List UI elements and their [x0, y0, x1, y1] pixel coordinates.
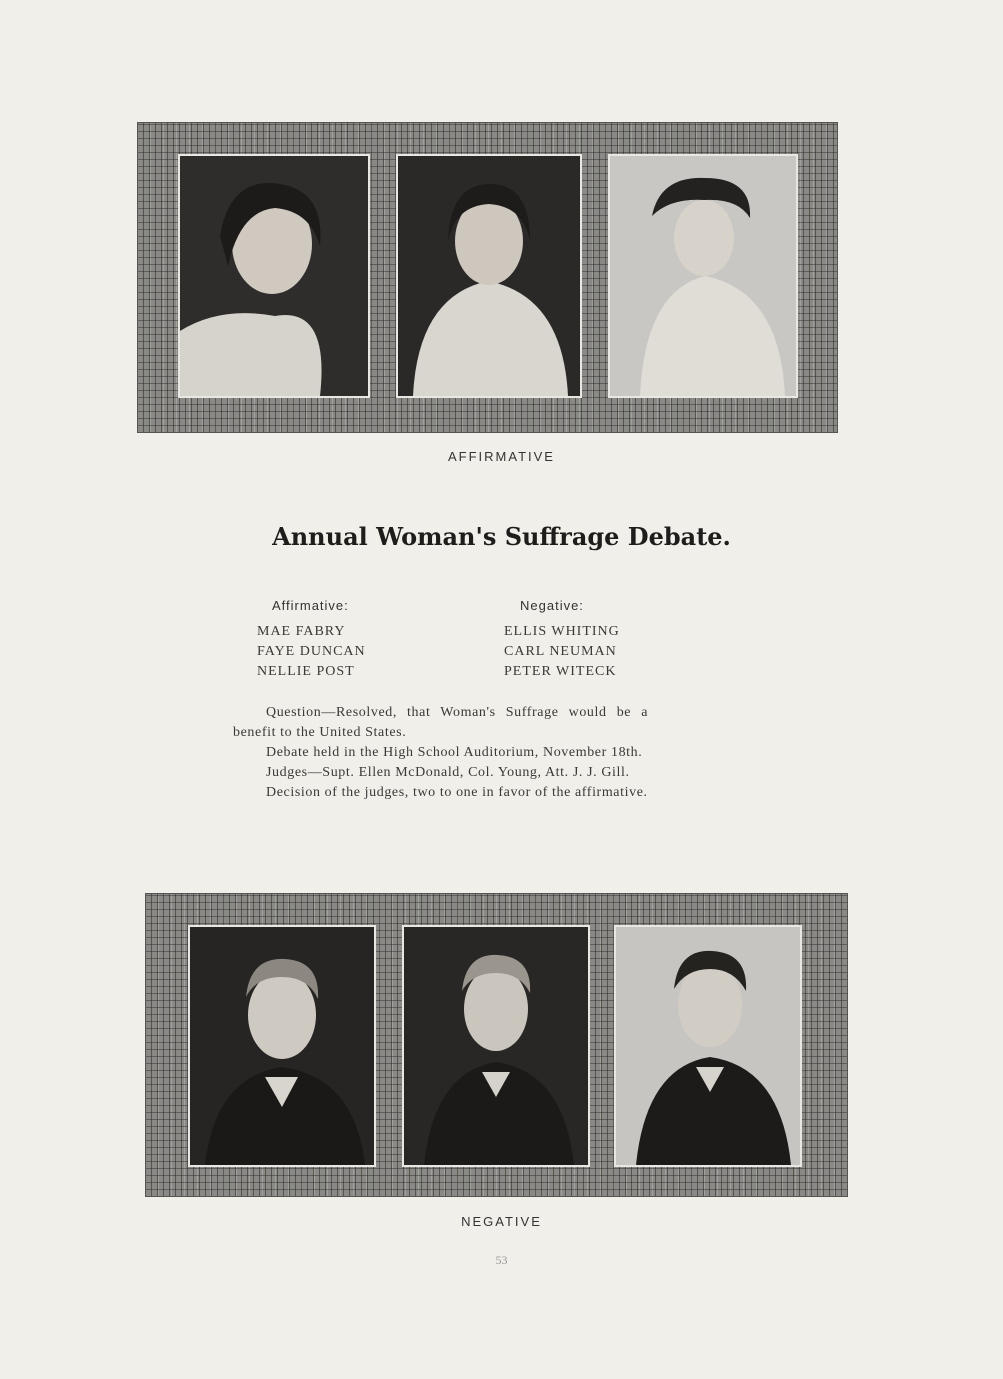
venue-line: Debate held in the High School Auditorium, November 18th. [266, 745, 643, 760]
affirmative-name: NELLIE POST [257, 664, 355, 679]
negative-photo-panel [145, 893, 848, 1197]
question-line: Question—Resolved, that Woman's Suffrage would be a [266, 705, 649, 720]
affirmative-caption: AFFIRMATIVE [448, 449, 555, 464]
portrait-affirmative-3 [608, 154, 798, 398]
portrait-negative-3 [614, 925, 802, 1167]
portrait-affirmative-1 [178, 154, 370, 398]
affirmative-heading: Affirmative: [272, 598, 349, 613]
affirmative-name: FAYE DUNCAN [257, 644, 366, 659]
negative-heading: Negative: [520, 598, 584, 613]
portrait-negative-1 [188, 925, 376, 1167]
judges-line: Judges—Supt. Ellen McDonald, Col. Young, Att. J. J. Gill. [266, 765, 630, 780]
portrait-negative-2 [402, 925, 590, 1167]
page-title: Annual Woman's Suffrage Debate. [272, 522, 731, 551]
negative-name: ELLIS WHITING [504, 624, 620, 639]
affirmative-photo-panel [137, 122, 838, 433]
decision-line: Decision of the judges, two to one in favor of the affirmative. [266, 785, 648, 800]
page-number: 53 [495, 1253, 508, 1267]
negative-name: CARL NEUMAN [504, 644, 617, 659]
affirmative-name: MAE FABRY [257, 624, 346, 639]
negative-name: PETER WITECK [504, 664, 617, 679]
question-line-continued: benefit to the United States. [233, 725, 407, 740]
negative-caption: NEGATIVE [461, 1214, 542, 1229]
portrait-affirmative-2 [396, 154, 582, 398]
